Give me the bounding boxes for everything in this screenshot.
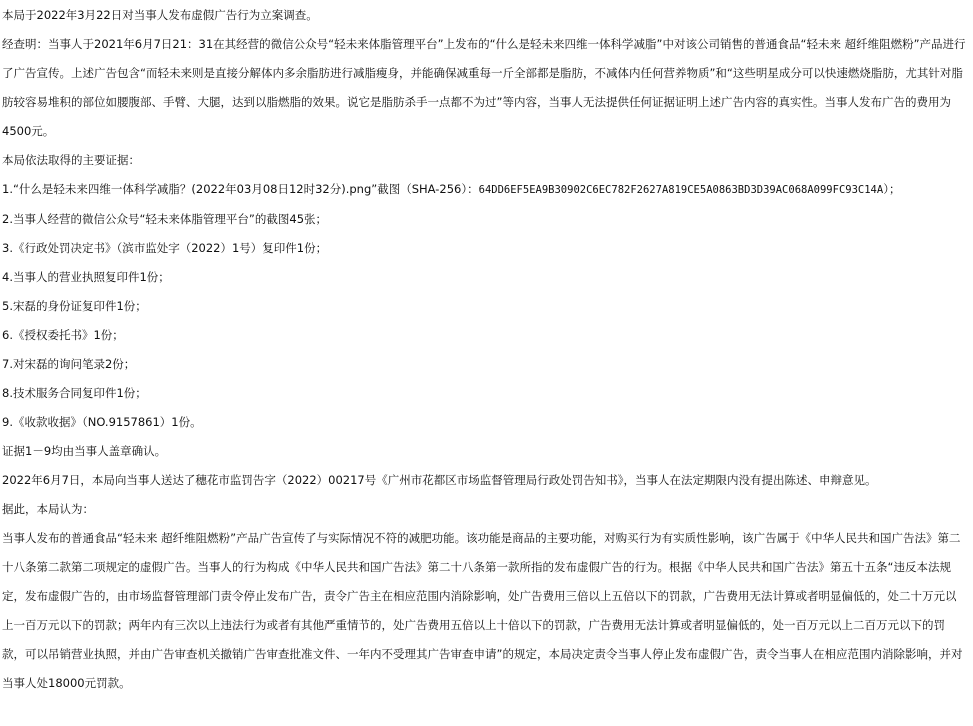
- evidence-item-2: 2.当事人经营的微信公众号“轻未来体脂管理平台”的截图45张；: [2, 212, 328, 226]
- evidence-item-1-text: 1.“什么是轻未来四维一体科学减脂？(2022年03月08日12时32分).png”截图（SHA-256）：: [2, 182, 479, 196]
- evidence-item-4: 4.当事人的营业执照复印件1份；: [2, 270, 170, 284]
- decision-paragraph: 当事人发布的普通食品“轻未来 超纤维阻燃粉”产品广告宣传了与实际情况不符的减肥功能。该功能是商品的主要功能，对购买行为有实质性影响，该广告属于《中华人民共和国广告法》第二十八条第二款第二项规定的虚假广告。当事人的行为构成《中华人民共和国广告法》第二十八条第一款所指的发布虚假广告的行为。根据《中华人民共和国广告法》第五十五条“违反本法规定，发布虚假广告的，由市场监督管理部门责令停止发布广告，责令广告主在相应范围内消除影响，处广告费用三倍以上五倍以下的罚款，广告费用无法计算或者明显偏低的，处二十万元以上一百万元以下的罚款；两年内有三次以上违法行为或者有其他严重情节的，处广告费用五倍以上十倍以下的罚款，广告费用无法计算或者明显偏低的，处一百万元以上二百万元以下的罚款，可以吊销营业执照，并由广告审查机关撤销广告审查批准文件、一年内不受理其广告审查申请”的规定，本局决定责令当事人停止发布虚假广告，责令当事人在相应范围内消除影响，并对当事人处18000元罚款。: [2, 531, 963, 690]
- evidence-item-9: 9.《收款收据》（NO.9157861）1份。: [2, 415, 202, 429]
- evidence-item-1-end: ）；: [883, 182, 901, 196]
- evidence-item-5: 5.宋磊的身份证复印件1份；: [2, 299, 147, 313]
- conclusion-heading: 据此，本局认为：: [2, 502, 94, 516]
- case-filing-paragraph: 本局于2022年3月22日对当事人发布虚假广告行为立案调查。: [2, 8, 318, 22]
- evidence-item-3: 3.《行政处罚决定书》（滨市监处字（2022）1号）复印件1份；: [2, 241, 328, 255]
- notice-delivery-paragraph: 2022年6月7日，本局向当事人送达了穗花市监罚告字（2022）00217号《广州市花都区市场监督管理局行政处罚告知书》，当事人在法定期限内没有提出陈述、申辩意见。: [2, 473, 877, 487]
- evidence-item-7: 7.对宋磊的询问笔录2份；: [2, 357, 136, 371]
- evidence-item-6: 6.《授权委托书》1份；: [2, 328, 124, 342]
- evidence-heading: 本局依法取得的主要证据：: [2, 153, 140, 167]
- evidence-item-8: 8.技术服务合同复印件1份；: [2, 386, 147, 400]
- evidence-item-1: [2, 175, 967, 205]
- evidence-item-1-hash: 64DD6EF5EA9B30902C6EC782F2627A819CE5A0863BD3D39AC068A099FC93C14A: [478, 184, 884, 196]
- findings-paragraph: 经查明：当事人于2021年6月7日21：31在其经营的微信公众号“轻未来体脂管理平台”上发布的“什么是轻未来四维一体科学减脂”中对该公司销售的普通食品“轻未来 超纤维阻燃粉”产品进行了广告宣传。上述广告包含“而轻未来则是直接分解体内多余脂肪进行减脂瘦身，并能确保减重每一斤全部都是脂肪，不减体内任何营养物质”和“这些明星成分可以快速燃烧脂肪，尤其针对脂肪较容易堆积的部位如腰腹部、手臂、大腿，达到以脂燃脂的效果。说它是脂肪杀手一点都不为过”等内容，当事人无法提供任何证据证明上述广告内容的真实性。当事人发布广告的费用为4500元。: [2, 37, 966, 138]
- evidence-confirmation: 证据1－9均由当事人盖章确认。: [2, 444, 167, 458]
